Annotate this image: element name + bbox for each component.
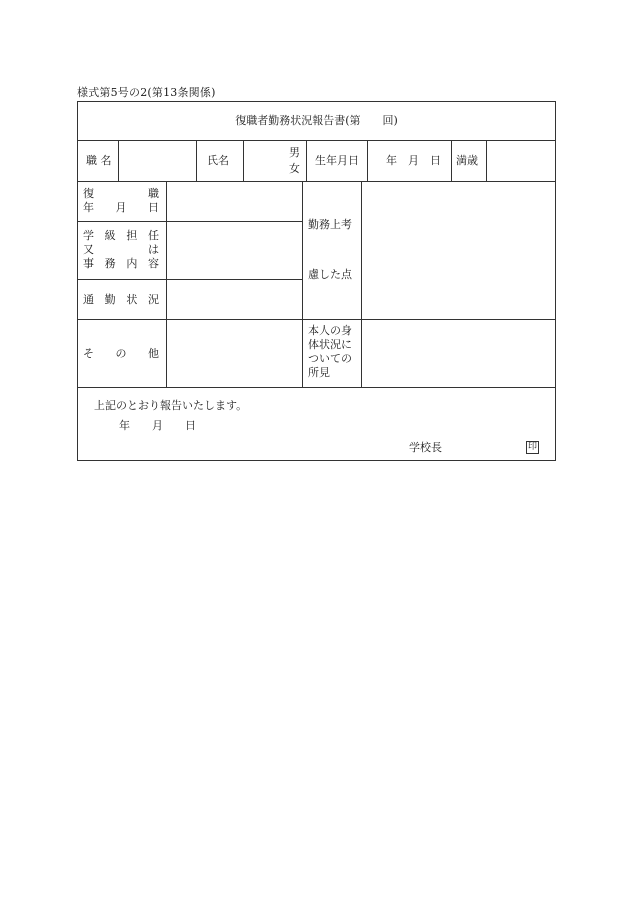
col-divider <box>243 140 244 181</box>
birthdate-label: 生年月日 <box>315 154 359 167</box>
label-char: 又 <box>83 243 94 256</box>
label-char: 務 <box>104 257 116 270</box>
duties-label <box>83 229 159 271</box>
row-divider <box>78 387 555 388</box>
label-line <box>83 347 159 361</box>
label-line <box>83 243 159 257</box>
col-divider <box>166 181 167 387</box>
col-divider <box>196 140 197 181</box>
col-divider <box>451 140 452 181</box>
label-line-date <box>83 201 159 215</box>
label-char: 級 <box>104 229 116 242</box>
birthdate-placeholder: 年 月 日 <box>386 154 441 167</box>
label-char: 勤 <box>104 293 116 306</box>
label-line: 体状況に <box>308 338 352 351</box>
label-line-return <box>83 187 159 201</box>
label-char: は <box>148 243 159 256</box>
label-line <box>83 293 159 307</box>
sex-female-option: 女 <box>289 162 300 175</box>
label-char: 学 <box>83 229 94 242</box>
row-divider <box>78 221 302 222</box>
label-char: の <box>115 347 127 360</box>
physical-findings-label <box>308 324 352 380</box>
label-char: 月 <box>115 201 127 214</box>
label-char: 任 <box>147 229 159 242</box>
label-char: 状 <box>126 293 138 306</box>
sex-male-option: 男 <box>289 146 300 159</box>
label-line: 本人の身 <box>308 324 352 337</box>
form-caption: 様式第5号の2(第13条関係) <box>77 86 216 99</box>
other-label <box>83 347 159 361</box>
label-line: ついての <box>308 352 352 365</box>
label-char: 容 <box>147 257 159 270</box>
name-label: 氏名 <box>207 154 229 167</box>
col-divider <box>367 140 368 181</box>
position-label: 職 名 <box>86 154 112 167</box>
label-line: 所見 <box>308 366 330 379</box>
report-form <box>77 101 556 461</box>
age-label: 満歳 <box>456 154 478 167</box>
col-divider <box>118 140 119 181</box>
label-char: 事 <box>83 257 94 270</box>
row-divider <box>78 140 555 141</box>
principal-label: 学校長 <box>409 441 442 454</box>
label-char: 内 <box>126 257 138 270</box>
label-line <box>83 257 159 271</box>
col-divider <box>306 140 307 181</box>
col-divider <box>302 181 303 387</box>
commute-label <box>83 293 159 307</box>
label-char: 担 <box>126 229 138 242</box>
report-statement: 上記のとおり報告いたします。 <box>94 399 248 412</box>
label-char: 職 <box>148 187 159 200</box>
row-divider <box>78 181 555 182</box>
label-char: 通 <box>83 293 94 306</box>
label-char: そ <box>83 347 94 360</box>
seal-mark: 印 <box>527 442 537 452</box>
form-title: 復職者勤務状況報告書(第 回) <box>235 114 398 127</box>
label-char: 復 <box>83 187 94 200</box>
row-divider <box>78 279 302 280</box>
report-date: 年 月 日 <box>119 419 196 432</box>
label-line <box>83 229 159 243</box>
return-date-label <box>83 187 159 215</box>
col-divider <box>361 181 362 387</box>
considerations-label: 勤務上考 <box>308 218 352 231</box>
col-divider <box>486 140 487 181</box>
label-char: 日 <box>148 201 159 214</box>
row-divider <box>78 319 555 320</box>
label-char: 年 <box>83 201 94 214</box>
label-char: 況 <box>147 293 159 306</box>
considerations-label: 慮した点 <box>308 268 352 281</box>
label-char: 他 <box>148 347 159 360</box>
